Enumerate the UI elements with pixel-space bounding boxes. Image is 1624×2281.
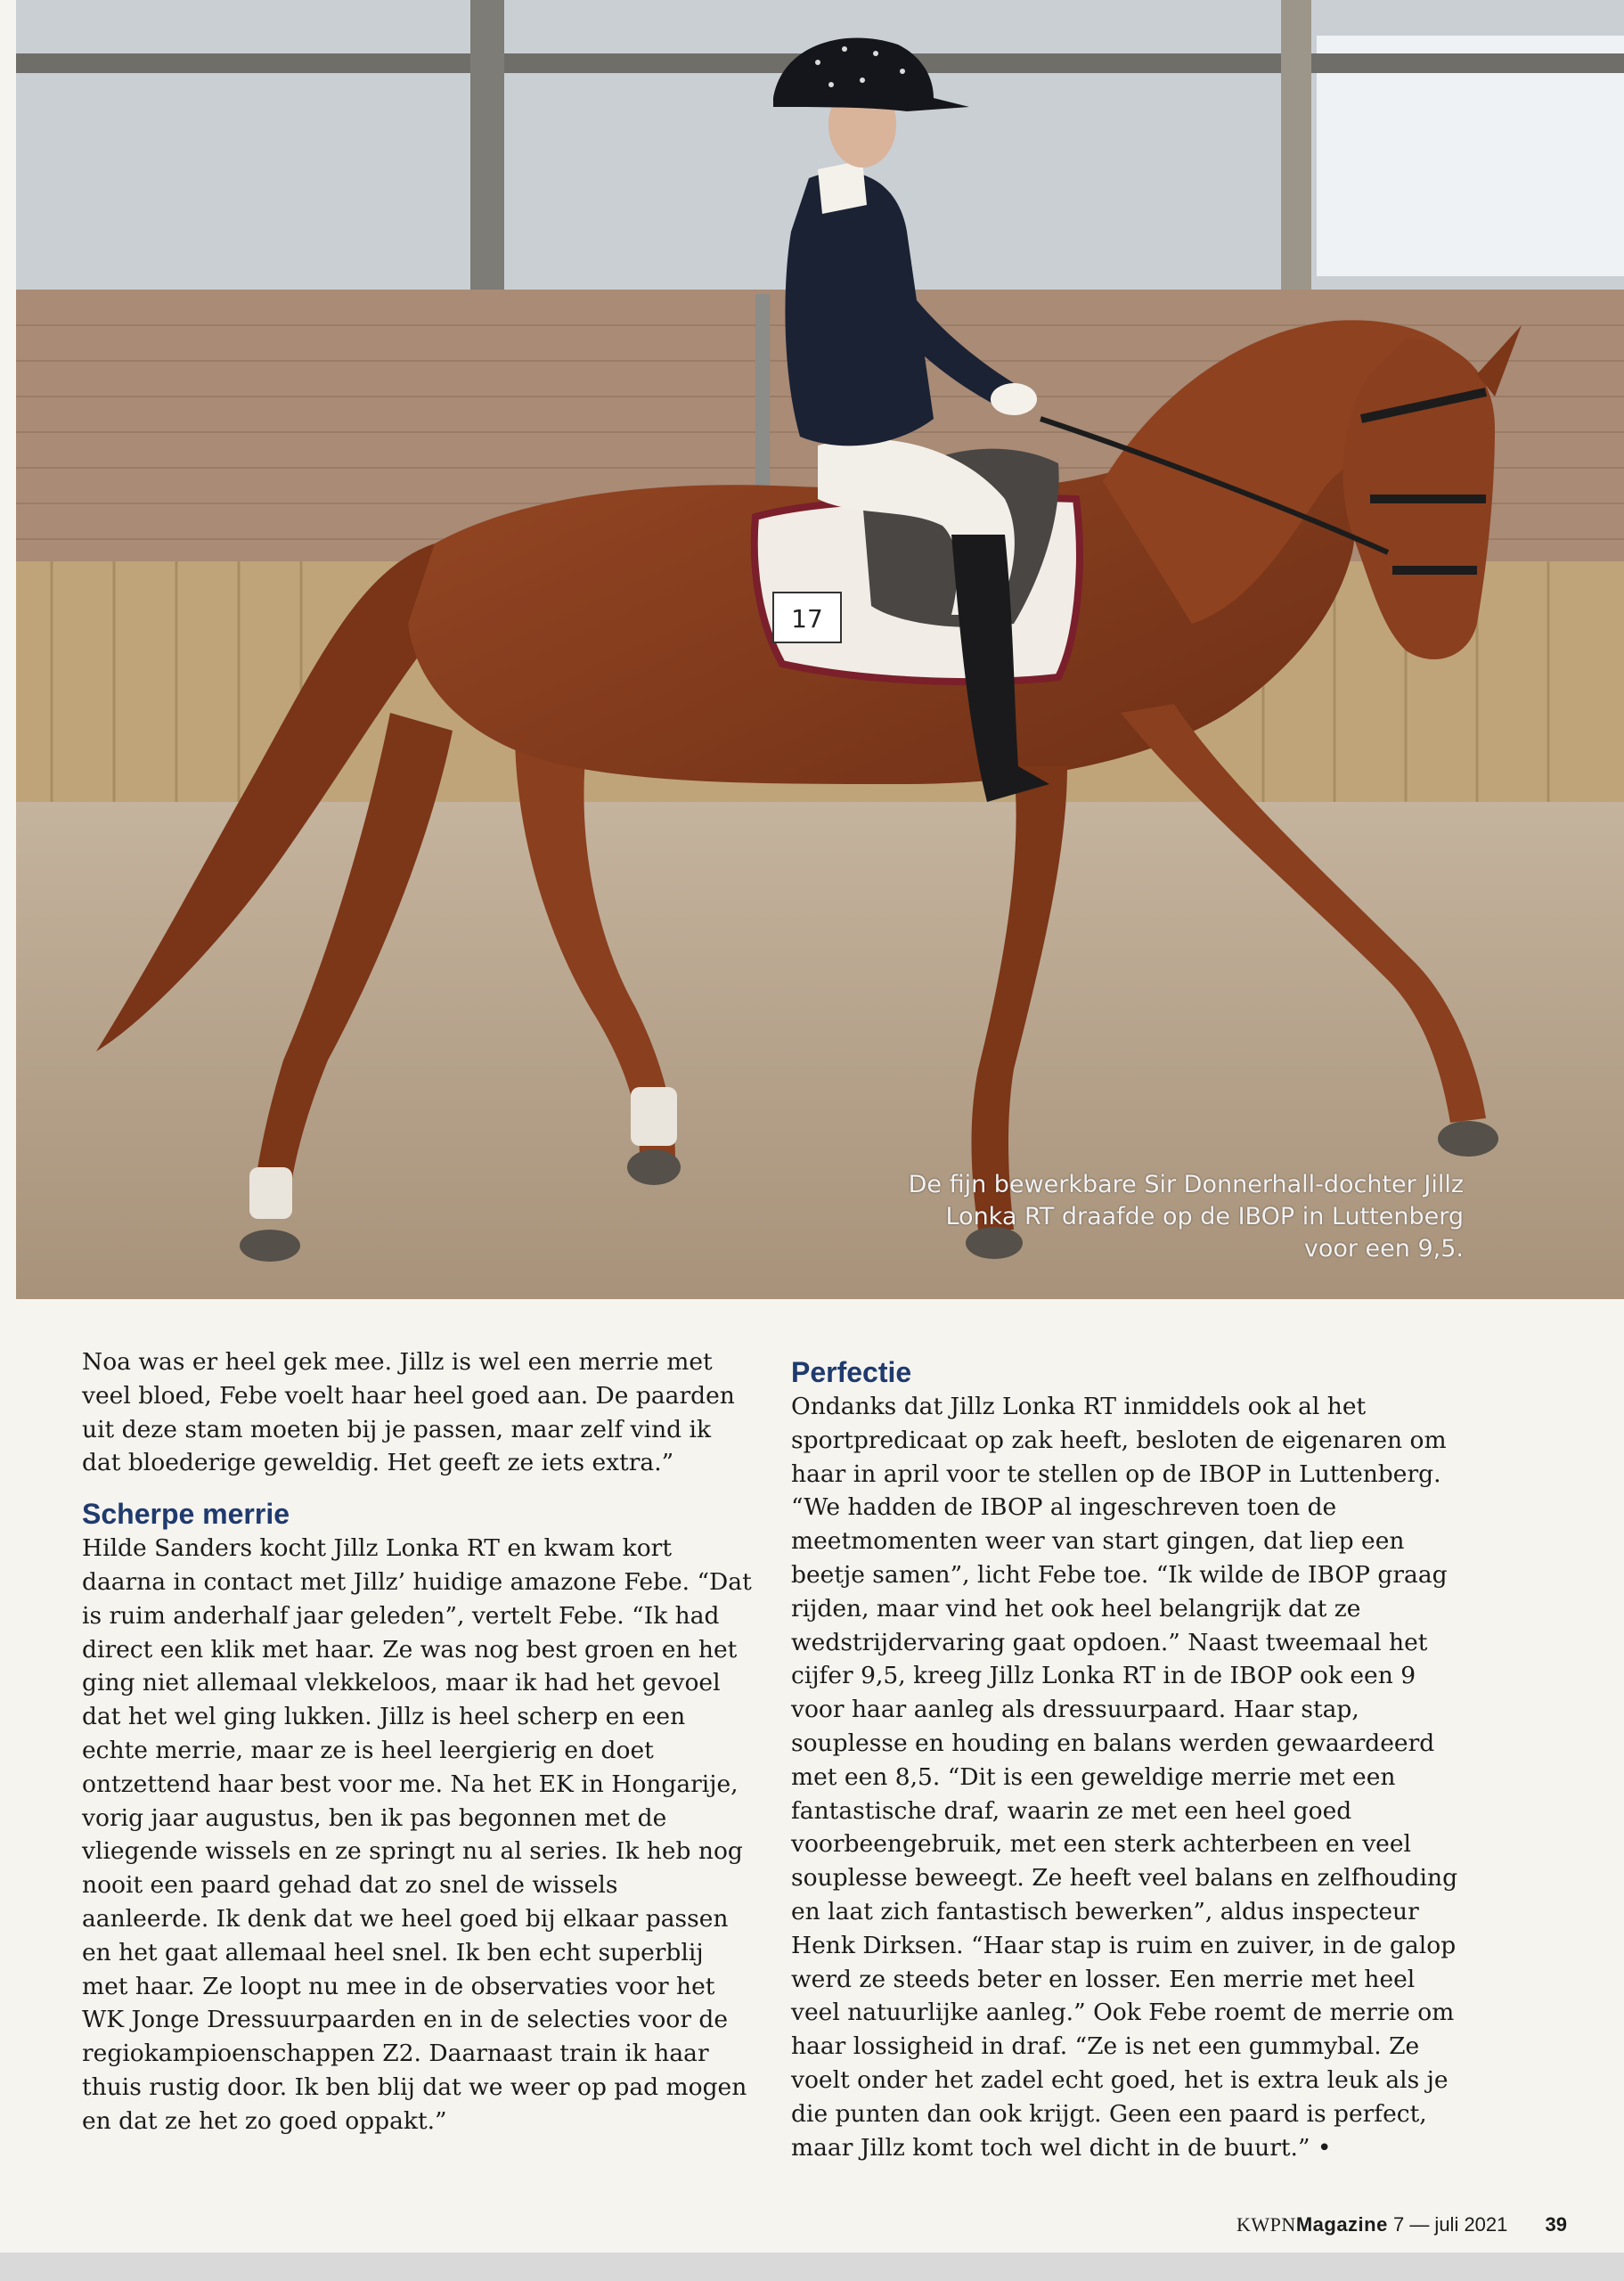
right-column — [791, 1354, 1468, 2164]
magazine-brand — [1236, 2213, 1388, 2236]
steel-pillar — [1281, 0, 1311, 294]
page-footer — [1236, 2213, 1567, 2236]
issue-info: 7 — juli 2021 — [1392, 2213, 1508, 2236]
page-number: 39 — [1545, 2213, 1567, 2236]
steel-pillar — [470, 0, 504, 294]
white-sock — [631, 1087, 677, 1146]
rider-glove — [991, 383, 1037, 415]
white-sock — [249, 1167, 292, 1219]
dressage-illustration — [16, 0, 1624, 1299]
intro-paragraph: Noa was er heel gek mee. Jillz is wel een merrie met veel bloed, Febe voelt haar heel goed aan. De paarden uit deze stam moeten bij je passen, maar zelf vind ik dat bloederige geweldig. Het geeft ze iets extra.” — [82, 1348, 735, 1477]
horse-photo — [16, 0, 1624, 1299]
section-heading-scherpe-merrie: Scherpe merrie — [82, 1498, 290, 1531]
brand-prefix: KWPN — [1236, 2213, 1296, 2236]
body-paragraph: Hilde Sanders kocht Jillz Lonka RT en kwam kort daarna in contact met Jillz’ huidige amazone Febe. “Dat is ruim anderhalf jaar geleden”, vertelt Febe. “Ik had direct een klik met haar. Ze was nog best groen en het ging niet allemaal vlekkeloos, maar ik had het gevoel dat het wel ging lukken. Jillz is heel scherp en een echte merrie, maar ze is heel leergierig en doet ontzettend haar best voor me. Na het EK in Hongarije, vorig jaar augustus, ben ik pas begonnen met de vliegende wissels en ze springt nu al series. Ik heb nog nooit een paard gehad dat zo snel de wissels aanleerde. Ik denk dat we heel goed bij elkaar passen en het gaat allemaal heel snel. Ik ben echt superblij met haar. Ze loopt nu mee in de observaties voor het WK Jonge Dressuurpaarden en in de selecties voor de regiokampioenschappen Z2. Daarnaast train ik haar thuis rustig door. Ik ben blij dat we weer op pad mogen en dat ze het zo goed oppakt.” — [82, 1534, 752, 2135]
saddle-pad-number: 17 — [791, 604, 823, 634]
scan-edge — [0, 2252, 1624, 2281]
rider-collar — [818, 160, 867, 214]
hoof — [1438, 1121, 1498, 1157]
brand-bold: Magazine — [1295, 2213, 1388, 2236]
photo-caption: De fijn bewerkbare Sir Donnerhall-dochter Jillz Lonka RT draafde op de IBOP in Luttenberg voor een 9,5. — [908, 1171, 1464, 1263]
hoof — [627, 1149, 681, 1185]
left-column — [82, 1345, 752, 2138]
section-heading-perfectie: Perfectie — [791, 1356, 912, 1388]
hoof — [240, 1230, 300, 1262]
body-paragraph: Ondanks dat Jillz Lonka RT inmiddels ook al het sportpredicaat op zak heeft, besloten de eigenaren om haar in april voor te stellen op de IBOP in Luttenberg. “We hadden de IBOP al ingeschreven toen de meetmomenten weer van start gingen, dat liep een beetje samen”, licht Febe toe. “Ik wilde de IBOP graag rijden, maar vind het ook heel belangrijk dat ze wedstrijdervaring gaat opdoen.” Naast tweemaal het cijfer 9,5, kreeg Jillz Lonka RT in de IBOP ook een 9 voor haar aanleg als dressuurpaard. Haar stap, souplesse en houding en balans werden gewaardeerd met een 8,5. “Dit is een geweldige merrie met een fantastische draf, waarin ze met een heel goed voorbeengebruik, met een sterk achterbeen en veel souplesse beweegt. Ze heeft veel balans en zelfhouding en laat zich fantastisch bewerken”, aldus inspecteur Henk Dirksen. “Haar stap is ruim en zuiver, in de galop werd ze steeds beter en losser. Een merrie met heel veel natuurlijke aanleg.” Ook Febe roemt de merrie om haar lossigheid in draf. “Ze is net een gummybal. Ze voelt onder het zadel echt goed, het is extra leuk als je die punten dan ook krijgt. Geen een paard is perfect, maar Jillz komt toch wel dicht in de buurt.” • — [791, 1393, 1458, 2162]
